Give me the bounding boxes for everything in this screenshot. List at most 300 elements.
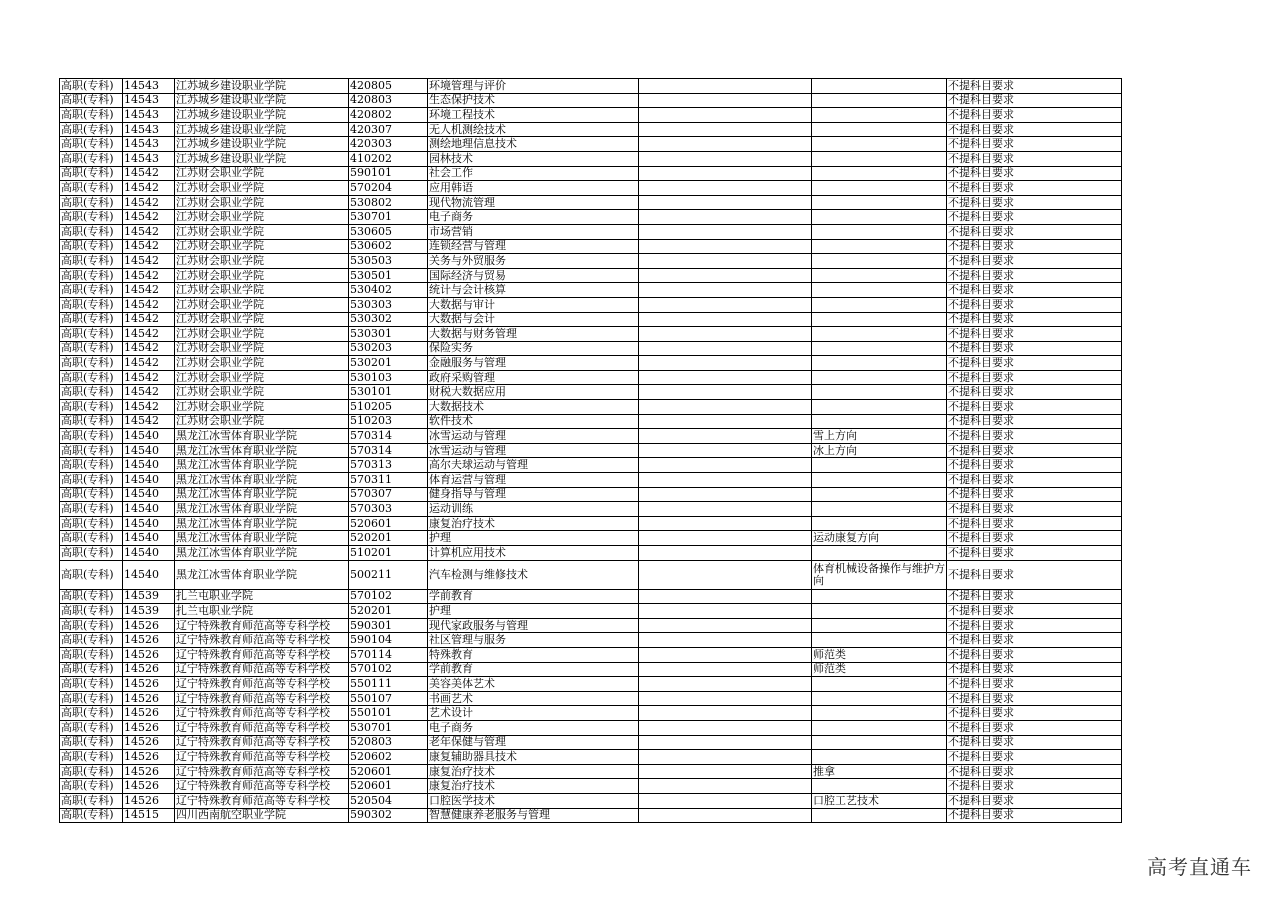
- major-code-cell: 520601: [349, 779, 428, 794]
- major-code-cell: 590302: [349, 808, 428, 823]
- level-cell: 高职(专科): [60, 400, 123, 415]
- major-name-cell: 康复治疗技术: [428, 764, 639, 779]
- table-row: [60, 166, 1122, 181]
- major-name-cell: 社区管理与服务: [428, 633, 639, 648]
- major-code-cell: 520201: [349, 531, 428, 546]
- major-code-cell: 570311: [349, 473, 428, 488]
- note-cell: [812, 487, 947, 502]
- blank-cell: [639, 677, 812, 692]
- table-row: [60, 239, 1122, 254]
- blank-cell: [639, 487, 812, 502]
- level-cell: 高职(专科): [60, 487, 123, 502]
- requirement-cell: 不提科目要求: [947, 808, 1122, 823]
- requirement-cell: 不提科目要求: [947, 151, 1122, 166]
- school-name-cell: 江苏财会职业学院: [175, 327, 349, 342]
- level-cell: 高职(专科): [60, 750, 123, 765]
- school-code-cell: 14542: [123, 268, 175, 283]
- table-row: [60, 414, 1122, 429]
- school-name-cell: 江苏财会职业学院: [175, 370, 349, 385]
- major-name-cell: 大数据技术: [428, 400, 639, 415]
- major-code-cell: 550107: [349, 691, 428, 706]
- table-row: [60, 764, 1122, 779]
- major-name-cell: 特殊教育: [428, 647, 639, 662]
- school-code-cell: 14526: [123, 662, 175, 677]
- major-name-cell: 学前教育: [428, 662, 639, 677]
- level-cell: 高职(专科): [60, 647, 123, 662]
- blank-cell: [639, 735, 812, 750]
- school-name-cell: 辽宁特殊教育师范高等专科学校: [175, 618, 349, 633]
- major-name-cell: 财税大数据应用: [428, 385, 639, 400]
- major-name-cell: 统计与会计核算: [428, 283, 639, 298]
- watermark-text: 高考直通车: [1147, 855, 1252, 879]
- level-cell: 高职(专科): [60, 166, 123, 181]
- note-cell: [812, 473, 947, 488]
- requirement-cell: 不提科目要求: [947, 779, 1122, 794]
- table-row: [60, 560, 1122, 589]
- school-code-cell: 14542: [123, 283, 175, 298]
- level-cell: 高职(专科): [60, 122, 123, 137]
- school-code-cell: 14539: [123, 604, 175, 619]
- table-row: [60, 151, 1122, 166]
- note-cell: [812, 677, 947, 692]
- note-cell: 师范类: [812, 647, 947, 662]
- major-code-cell: 570307: [349, 487, 428, 502]
- note-cell: [812, 720, 947, 735]
- school-name-cell: 江苏财会职业学院: [175, 341, 349, 356]
- school-code-cell: 14526: [123, 720, 175, 735]
- school-code-cell: 14542: [123, 400, 175, 415]
- school-name-cell: 辽宁特殊教育师范高等专科学校: [175, 793, 349, 808]
- school-code-cell: 14526: [123, 633, 175, 648]
- school-code-cell: 14540: [123, 502, 175, 517]
- level-cell: 高职(专科): [60, 327, 123, 342]
- school-code-cell: 14542: [123, 210, 175, 225]
- school-code-cell: 14543: [123, 108, 175, 123]
- blank-cell: [639, 283, 812, 298]
- blank-cell: [639, 633, 812, 648]
- major-code-cell: 530402: [349, 283, 428, 298]
- note-cell: [812, 268, 947, 283]
- level-cell: 高职(专科): [60, 560, 123, 589]
- requirement-cell: 不提科目要求: [947, 370, 1122, 385]
- major-name-cell: 大数据与会计: [428, 312, 639, 327]
- school-name-cell: 黑龙江冰雪体育职业学院: [175, 516, 349, 531]
- blank-cell: [639, 151, 812, 166]
- school-code-cell: 14542: [123, 224, 175, 239]
- school-code-cell: 14515: [123, 808, 175, 823]
- table-row: [60, 370, 1122, 385]
- requirement-cell: 不提科目要求: [947, 531, 1122, 546]
- level-cell: 高职(专科): [60, 224, 123, 239]
- table-row: [60, 750, 1122, 765]
- level-cell: 高职(专科): [60, 297, 123, 312]
- level-cell: 高职(专科): [60, 181, 123, 196]
- major-code-cell: 520601: [349, 516, 428, 531]
- school-code-cell: 14540: [123, 443, 175, 458]
- level-cell: 高职(专科): [60, 108, 123, 123]
- blank-cell: [639, 502, 812, 517]
- note-cell: [812, 414, 947, 429]
- major-code-cell: 570314: [349, 443, 428, 458]
- school-code-cell: 14542: [123, 239, 175, 254]
- table-row: [60, 268, 1122, 283]
- note-cell: [812, 181, 947, 196]
- school-code-cell: 14542: [123, 327, 175, 342]
- level-cell: 高职(专科): [60, 662, 123, 677]
- blank-cell: [639, 589, 812, 604]
- requirement-cell: 不提科目要求: [947, 633, 1122, 648]
- school-name-cell: 辽宁特殊教育师范高等专科学校: [175, 735, 349, 750]
- requirement-cell: 不提科目要求: [947, 516, 1122, 531]
- requirement-cell: 不提科目要求: [947, 195, 1122, 210]
- major-name-cell: 现代物流管理: [428, 195, 639, 210]
- school-name-cell: 江苏财会职业学院: [175, 414, 349, 429]
- note-cell: [812, 750, 947, 765]
- note-cell: [812, 385, 947, 400]
- level-cell: 高职(专科): [60, 429, 123, 444]
- blank-cell: [639, 195, 812, 210]
- table-row: [60, 283, 1122, 298]
- school-name-cell: 江苏城乡建设职业学院: [175, 137, 349, 152]
- major-name-cell: 园林技术: [428, 151, 639, 166]
- level-cell: 高职(专科): [60, 268, 123, 283]
- requirement-cell: 不提科目要求: [947, 677, 1122, 692]
- school-name-cell: 四川西南航空职业学院: [175, 808, 349, 823]
- school-name-cell: 江苏财会职业学院: [175, 268, 349, 283]
- table-row: [60, 691, 1122, 706]
- school-name-cell: 江苏财会职业学院: [175, 239, 349, 254]
- level-cell: 高职(专科): [60, 239, 123, 254]
- school-code-cell: 14542: [123, 341, 175, 356]
- table-row: [60, 618, 1122, 633]
- major-name-cell: 康复治疗技术: [428, 779, 639, 794]
- blank-cell: [639, 224, 812, 239]
- table-row: [60, 589, 1122, 604]
- requirement-cell: 不提科目要求: [947, 400, 1122, 415]
- note-cell: [812, 122, 947, 137]
- major-name-cell: 康复辅助器具技术: [428, 750, 639, 765]
- major-code-cell: 530302: [349, 312, 428, 327]
- table-row: [60, 385, 1122, 400]
- school-name-cell: 辽宁特殊教育师范高等专科学校: [175, 633, 349, 648]
- major-name-cell: 艺术设计: [428, 706, 639, 721]
- table-row: [60, 531, 1122, 546]
- table-row: [60, 735, 1122, 750]
- major-code-cell: 420803: [349, 93, 428, 108]
- school-name-cell: 辽宁特殊教育师范高等专科学校: [175, 647, 349, 662]
- requirement-cell: 不提科目要求: [947, 312, 1122, 327]
- school-name-cell: 江苏财会职业学院: [175, 210, 349, 225]
- major-code-cell: 530101: [349, 385, 428, 400]
- note-cell: [812, 239, 947, 254]
- level-cell: 高职(专科): [60, 312, 123, 327]
- requirement-cell: 不提科目要求: [947, 224, 1122, 239]
- table-row: [60, 662, 1122, 677]
- requirement-cell: 不提科目要求: [947, 122, 1122, 137]
- table-row: [60, 487, 1122, 502]
- major-name-cell: 测绘地理信息技术: [428, 137, 639, 152]
- blank-cell: [639, 327, 812, 342]
- blank-cell: [639, 720, 812, 735]
- school-code-cell: 14540: [123, 429, 175, 444]
- major-code-cell: 530503: [349, 254, 428, 269]
- blank-cell: [639, 443, 812, 458]
- major-name-cell: 电子商务: [428, 720, 639, 735]
- school-code-cell: 14539: [123, 589, 175, 604]
- major-name-cell: 无人机测绘技术: [428, 122, 639, 137]
- note-cell: [812, 370, 947, 385]
- school-name-cell: 江苏城乡建设职业学院: [175, 151, 349, 166]
- requirement-cell: 不提科目要求: [947, 458, 1122, 473]
- major-code-cell: 570102: [349, 662, 428, 677]
- table-row: [60, 546, 1122, 561]
- major-name-cell: 国际经济与贸易: [428, 268, 639, 283]
- table-body: [60, 79, 1122, 823]
- major-code-cell: 550111: [349, 677, 428, 692]
- table-row: [60, 79, 1122, 94]
- major-name-cell: 美容美体艺术: [428, 677, 639, 692]
- requirement-cell: 不提科目要求: [947, 93, 1122, 108]
- major-code-cell: 530802: [349, 195, 428, 210]
- table-row: [60, 808, 1122, 823]
- blank-cell: [639, 400, 812, 415]
- table-row: [60, 633, 1122, 648]
- note-cell: 运动康复方向: [812, 531, 947, 546]
- note-cell: [812, 254, 947, 269]
- requirement-cell: 不提科目要求: [947, 604, 1122, 619]
- school-name-cell: 黑龙江冰雪体育职业学院: [175, 473, 349, 488]
- requirement-cell: 不提科目要求: [947, 414, 1122, 429]
- requirement-cell: 不提科目要求: [947, 793, 1122, 808]
- note-cell: [812, 633, 947, 648]
- major-name-cell: 汽车检测与维修技术: [428, 560, 639, 589]
- level-cell: 高职(专科): [60, 93, 123, 108]
- school-code-cell: 14526: [123, 779, 175, 794]
- level-cell: 高职(专科): [60, 735, 123, 750]
- school-code-cell: 14540: [123, 473, 175, 488]
- table-row: [60, 312, 1122, 327]
- major-code-cell: 530203: [349, 341, 428, 356]
- blank-cell: [639, 385, 812, 400]
- school-code-cell: 14526: [123, 691, 175, 706]
- requirement-cell: 不提科目要求: [947, 589, 1122, 604]
- major-name-cell: 运动训练: [428, 502, 639, 517]
- school-code-cell: 14543: [123, 137, 175, 152]
- blank-cell: [639, 779, 812, 794]
- note-cell: 冰上方向: [812, 443, 947, 458]
- blank-cell: [639, 93, 812, 108]
- table-row: [60, 122, 1122, 137]
- blank-cell: [639, 531, 812, 546]
- school-code-cell: 14540: [123, 531, 175, 546]
- blank-cell: [639, 793, 812, 808]
- school-name-cell: 辽宁特殊教育师范高等专科学校: [175, 691, 349, 706]
- major-name-cell: 书画艺术: [428, 691, 639, 706]
- major-name-cell: 口腔医学技术: [428, 793, 639, 808]
- school-code-cell: 14542: [123, 414, 175, 429]
- note-cell: [812, 151, 947, 166]
- requirement-cell: 不提科目要求: [947, 210, 1122, 225]
- table-row: [60, 706, 1122, 721]
- level-cell: 高职(专科): [60, 677, 123, 692]
- major-code-cell: 520601: [349, 764, 428, 779]
- level-cell: 高职(专科): [60, 137, 123, 152]
- school-code-cell: 14542: [123, 181, 175, 196]
- note-cell: [812, 137, 947, 152]
- school-code-cell: 14526: [123, 706, 175, 721]
- requirement-cell: 不提科目要求: [947, 356, 1122, 371]
- table-row: [60, 341, 1122, 356]
- major-code-cell: 510205: [349, 400, 428, 415]
- level-cell: 高职(专科): [60, 151, 123, 166]
- level-cell: 高职(专科): [60, 793, 123, 808]
- blank-cell: [639, 356, 812, 371]
- requirement-cell: 不提科目要求: [947, 239, 1122, 254]
- school-name-cell: 辽宁特殊教育师范高等专科学校: [175, 779, 349, 794]
- note-cell: [812, 400, 947, 415]
- school-code-cell: 14542: [123, 166, 175, 181]
- level-cell: 高职(专科): [60, 706, 123, 721]
- blank-cell: [639, 764, 812, 779]
- table-row: [60, 224, 1122, 239]
- school-code-cell: 14542: [123, 356, 175, 371]
- blank-cell: [639, 122, 812, 137]
- major-name-cell: 市场营销: [428, 224, 639, 239]
- major-name-cell: 护理: [428, 531, 639, 546]
- major-name-cell: 软件技术: [428, 414, 639, 429]
- school-name-cell: 黑龙江冰雪体育职业学院: [175, 443, 349, 458]
- note-cell: [812, 604, 947, 619]
- requirement-cell: 不提科目要求: [947, 181, 1122, 196]
- requirement-cell: 不提科目要求: [947, 618, 1122, 633]
- requirement-cell: 不提科目要求: [947, 137, 1122, 152]
- school-name-cell: 江苏财会职业学院: [175, 166, 349, 181]
- major-code-cell: 510201: [349, 546, 428, 561]
- school-name-cell: 辽宁特殊教育师范高等专科学校: [175, 750, 349, 765]
- school-name-cell: 辽宁特殊教育师范高等专科学校: [175, 764, 349, 779]
- table-row: [60, 458, 1122, 473]
- major-code-cell: 530602: [349, 239, 428, 254]
- major-name-cell: 环境工程技术: [428, 108, 639, 123]
- blank-cell: [639, 750, 812, 765]
- blank-cell: [639, 516, 812, 531]
- school-name-cell: 江苏城乡建设职业学院: [175, 122, 349, 137]
- school-name-cell: 江苏财会职业学院: [175, 400, 349, 415]
- school-name-cell: 辽宁特殊教育师范高等专科学校: [175, 677, 349, 692]
- school-name-cell: 扎兰屯职业学院: [175, 589, 349, 604]
- blank-cell: [639, 254, 812, 269]
- table-row: [60, 93, 1122, 108]
- school-code-cell: 14540: [123, 560, 175, 589]
- table-row: [60, 254, 1122, 269]
- major-code-cell: 530605: [349, 224, 428, 239]
- requirement-cell: 不提科目要求: [947, 735, 1122, 750]
- blank-cell: [639, 370, 812, 385]
- requirement-cell: 不提科目要求: [947, 327, 1122, 342]
- table-row: [60, 502, 1122, 517]
- blank-cell: [639, 662, 812, 677]
- level-cell: 高职(专科): [60, 254, 123, 269]
- requirement-cell: 不提科目要求: [947, 546, 1122, 561]
- major-name-cell: 老年保健与管理: [428, 735, 639, 750]
- blank-cell: [639, 108, 812, 123]
- table-row: [60, 400, 1122, 415]
- requirement-cell: 不提科目要求: [947, 502, 1122, 517]
- major-name-cell: 智慧健康养老服务与管理: [428, 808, 639, 823]
- major-name-cell: 现代家政服务与管理: [428, 618, 639, 633]
- blank-cell: [639, 546, 812, 561]
- requirement-cell: 不提科目要求: [947, 706, 1122, 721]
- blank-cell: [639, 312, 812, 327]
- school-code-cell: 14526: [123, 735, 175, 750]
- blank-cell: [639, 618, 812, 633]
- table-row: [60, 137, 1122, 152]
- level-cell: 高职(专科): [60, 808, 123, 823]
- level-cell: 高职(专科): [60, 210, 123, 225]
- level-cell: 高职(专科): [60, 691, 123, 706]
- blank-cell: [639, 429, 812, 444]
- table-row: [60, 604, 1122, 619]
- level-cell: 高职(专科): [60, 720, 123, 735]
- blank-cell: [639, 268, 812, 283]
- major-code-cell: 520803: [349, 735, 428, 750]
- requirement-cell: 不提科目要求: [947, 166, 1122, 181]
- note-cell: [812, 327, 947, 342]
- major-code-cell: 520602: [349, 750, 428, 765]
- note-cell: [812, 341, 947, 356]
- major-code-cell: 570313: [349, 458, 428, 473]
- major-name-cell: 冰雪运动与管理: [428, 443, 639, 458]
- school-name-cell: 江苏城乡建设职业学院: [175, 93, 349, 108]
- table-row: [60, 793, 1122, 808]
- school-name-cell: 江苏财会职业学院: [175, 181, 349, 196]
- school-code-cell: 14526: [123, 677, 175, 692]
- note-cell: [812, 108, 947, 123]
- blank-cell: [639, 458, 812, 473]
- requirement-cell: 不提科目要求: [947, 429, 1122, 444]
- level-cell: 高职(专科): [60, 414, 123, 429]
- major-code-cell: 530303: [349, 297, 428, 312]
- level-cell: 高职(专科): [60, 443, 123, 458]
- note-cell: [812, 516, 947, 531]
- note-cell: [812, 224, 947, 239]
- table-row: [60, 473, 1122, 488]
- major-code-cell: 530701: [349, 210, 428, 225]
- school-name-cell: 江苏财会职业学院: [175, 297, 349, 312]
- note-cell: [812, 356, 947, 371]
- major-code-cell: 530701: [349, 720, 428, 735]
- school-name-cell: 江苏财会职业学院: [175, 283, 349, 298]
- major-name-cell: 护理: [428, 604, 639, 619]
- major-name-cell: 连锁经营与管理: [428, 239, 639, 254]
- level-cell: 高职(专科): [60, 589, 123, 604]
- major-code-cell: 590301: [349, 618, 428, 633]
- major-name-cell: 金融服务与管理: [428, 356, 639, 371]
- major-code-cell: 510203: [349, 414, 428, 429]
- major-code-cell: 410202: [349, 151, 428, 166]
- note-cell: [812, 546, 947, 561]
- requirement-cell: 不提科目要求: [947, 750, 1122, 765]
- major-code-cell: 500211: [349, 560, 428, 589]
- note-cell: [812, 618, 947, 633]
- school-name-cell: 江苏财会职业学院: [175, 195, 349, 210]
- school-name-cell: 黑龙江冰雪体育职业学院: [175, 531, 349, 546]
- note-cell: [812, 93, 947, 108]
- school-name-cell: 扎兰屯职业学院: [175, 604, 349, 619]
- major-name-cell: 大数据与财务管理: [428, 327, 639, 342]
- school-code-cell: 14540: [123, 546, 175, 561]
- blank-cell: [639, 473, 812, 488]
